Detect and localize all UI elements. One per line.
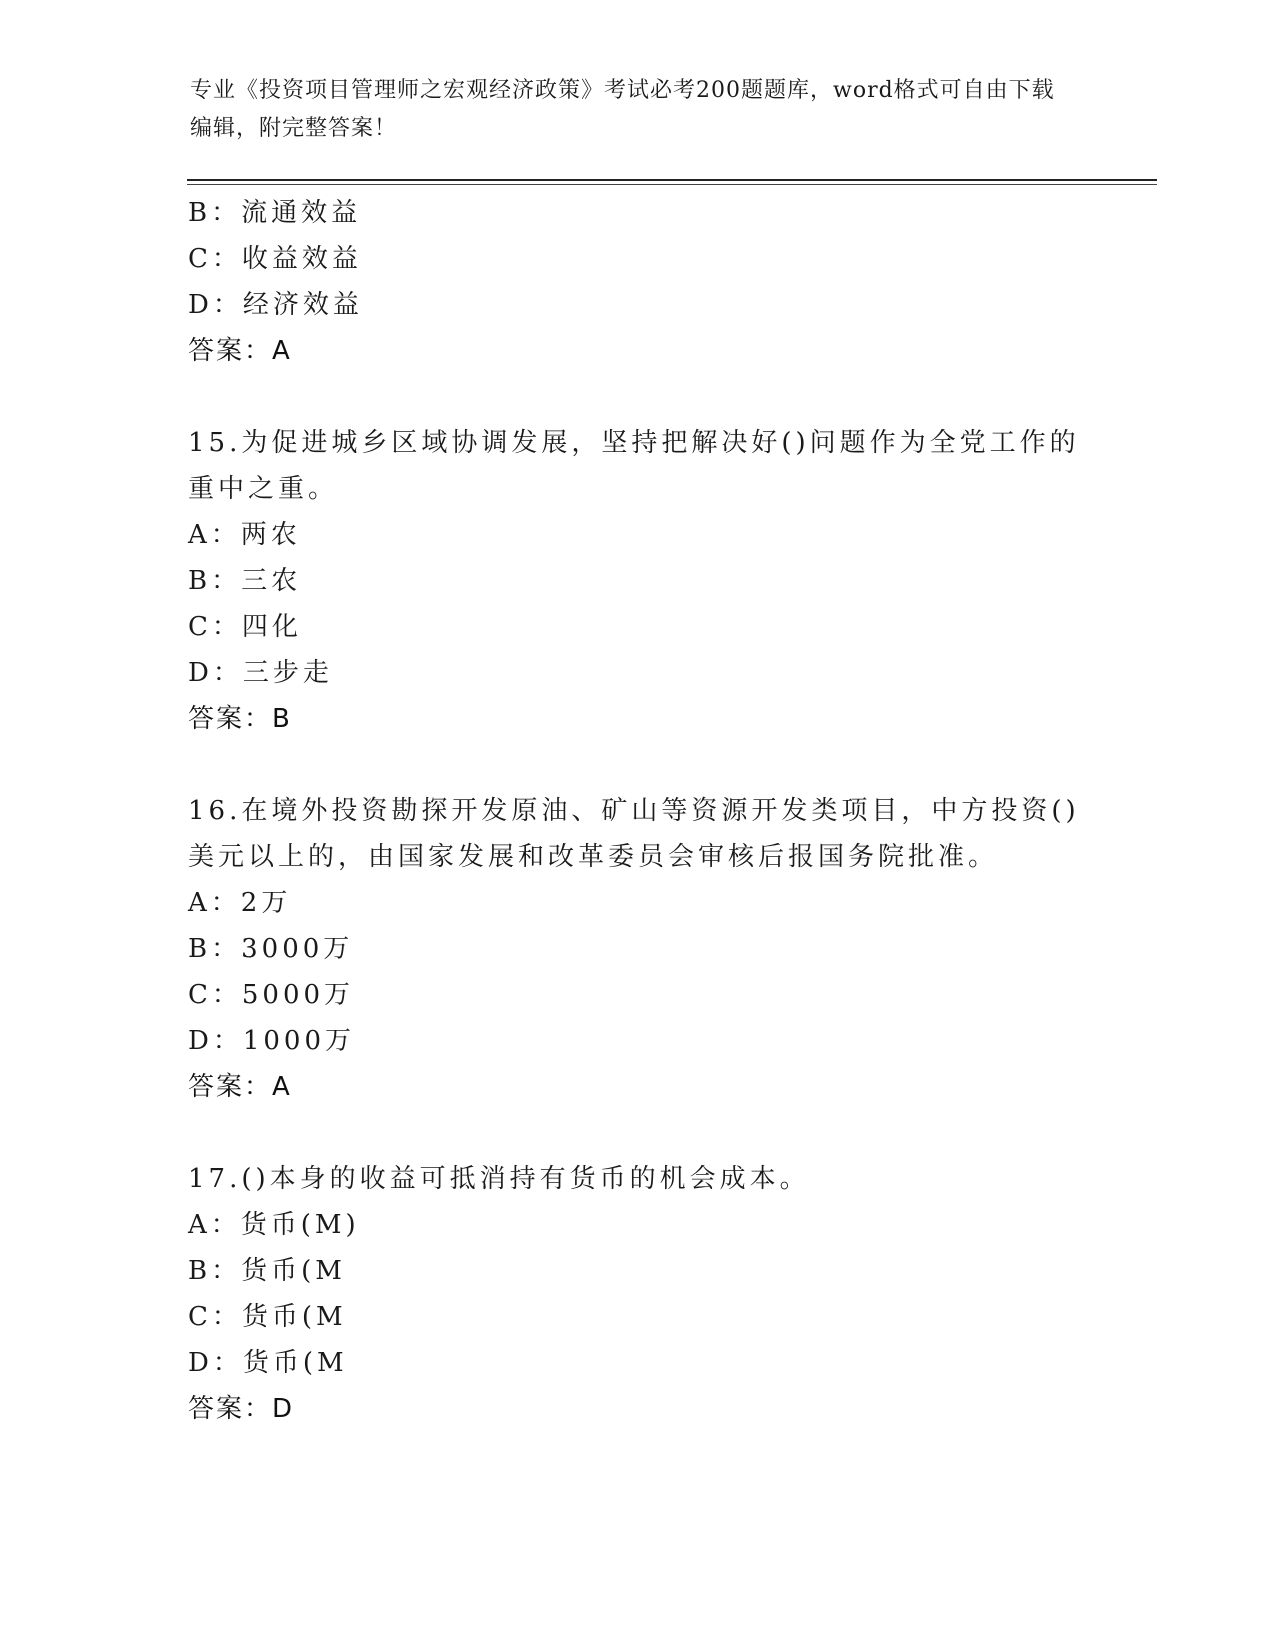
spacer <box>188 1110 1088 1156</box>
option-b: B：3000万 <box>188 934 354 964</box>
option-c: C：货币(M <box>188 1302 347 1332</box>
option-b: B：货币(M <box>188 1256 346 1286</box>
header-divider-thick <box>187 179 1157 181</box>
option-d: D：货币(M <box>188 1348 348 1378</box>
spacer <box>188 742 1088 788</box>
question-text: 16.在境外投资勘探开发原油、矿山等资源开发类项目，中方投资()美元以上的，由国家发展和改革委员会审核后报国务院批准。 <box>188 796 1080 872</box>
option-b: B：流通效益 <box>188 198 362 228</box>
option-c: C：四化 <box>188 612 302 642</box>
question-block-14 <box>188 190 1088 374</box>
spacer <box>188 374 1088 420</box>
answer-line: 答案：A <box>188 336 292 366</box>
option-a: A：2万 <box>188 888 292 918</box>
option-d: D：三步走 <box>188 658 333 688</box>
option-d: D：经济效益 <box>188 290 363 320</box>
header-divider-thin <box>187 184 1157 185</box>
option-d: D：1000万 <box>188 1026 356 1056</box>
question-text: 15.为促进城乡区域协调发展，坚持把解决好()问题作为全党工作的重中之重。 <box>188 428 1080 504</box>
answer-line: 答案：A <box>188 1072 292 1102</box>
question-block-15 <box>188 420 1088 742</box>
answer-line: 答案：D <box>188 1394 295 1424</box>
question-text: 17.()本身的收益可抵消持有货币的机会成本。 <box>188 1164 810 1194</box>
option-c: C：5000万 <box>188 980 355 1010</box>
question-block-17 <box>188 1156 1088 1432</box>
question-block-16 <box>188 788 1088 1110</box>
option-c: C：收益效益 <box>188 244 362 274</box>
document-header: 专业《投资项目管理师之宏观经济政策》考试必考200题题库，word格式可自由下载编辑，附完整答案！ <box>190 78 1055 141</box>
answer-line: 答案：B <box>188 704 292 734</box>
option-b: B：三农 <box>188 566 302 596</box>
option-a: A：货币(M) <box>188 1210 360 1240</box>
question-list <box>188 190 1088 1432</box>
option-a: A：两农 <box>188 520 301 550</box>
